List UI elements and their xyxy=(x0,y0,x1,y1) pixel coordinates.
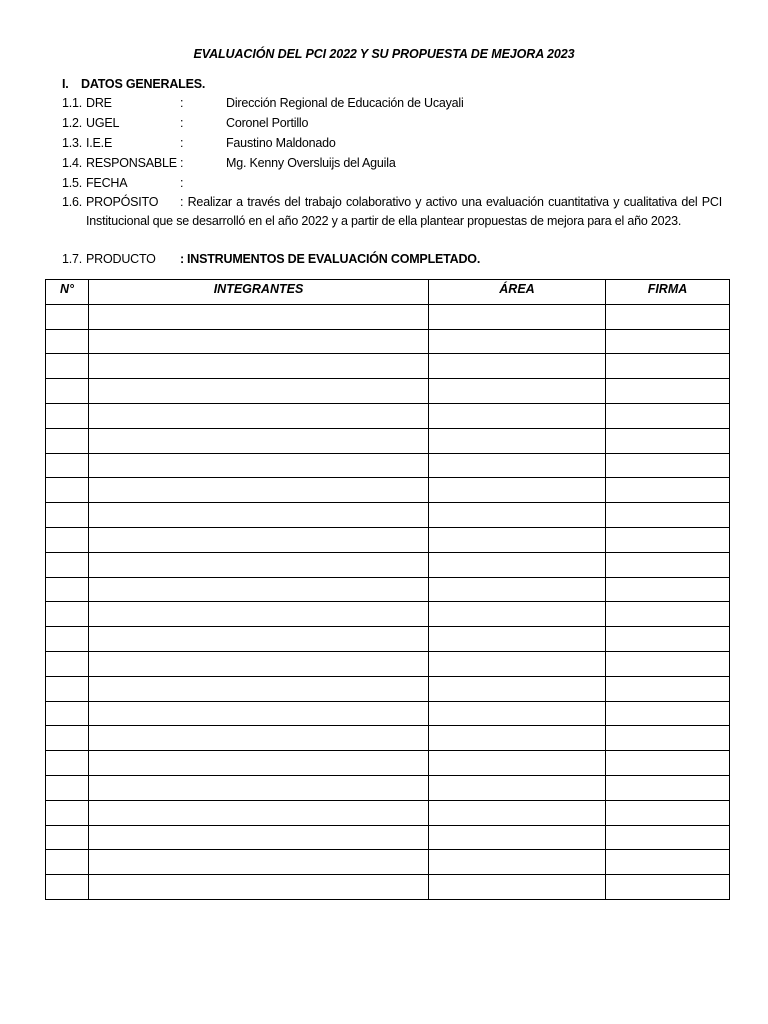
cell-integrante xyxy=(89,453,429,478)
field-number: 1.7. xyxy=(62,252,83,266)
cell-integrante xyxy=(89,428,429,453)
cell-integrante xyxy=(89,354,429,379)
cell-firma xyxy=(606,304,730,329)
field-colon: : xyxy=(180,96,184,110)
cell-firma xyxy=(606,800,730,825)
cell-number xyxy=(46,428,89,453)
field-label: I.E.E xyxy=(86,136,113,150)
cell-integrante xyxy=(89,800,429,825)
table-row xyxy=(46,800,730,825)
field-colon: : xyxy=(180,136,184,150)
table-row xyxy=(46,577,730,602)
cell-firma xyxy=(606,875,730,900)
header-number: N° xyxy=(46,280,89,305)
cell-firma xyxy=(606,453,730,478)
cell-firma xyxy=(606,850,730,875)
cell-firma xyxy=(606,676,730,701)
field-colon: : xyxy=(180,252,184,266)
header-area: ÁREA xyxy=(429,280,606,305)
cell-integrante xyxy=(89,552,429,577)
field-number: 1.3. xyxy=(62,136,83,150)
cell-number xyxy=(46,726,89,751)
page-title: EVALUACIÓN DEL PCI 2022 Y SU PROPUESTA DE MEJORA 2023 xyxy=(193,47,575,61)
cell-firma xyxy=(606,527,730,552)
field-proposito xyxy=(62,193,722,231)
header-integrantes: INTEGRANTES xyxy=(89,280,429,305)
cell-area xyxy=(429,775,606,800)
cell-area xyxy=(429,825,606,850)
field-label: DRE xyxy=(86,96,112,110)
cell-integrante xyxy=(89,478,429,503)
cell-integrante xyxy=(89,775,429,800)
field-colon: : xyxy=(180,156,184,170)
cell-number xyxy=(46,304,89,329)
cell-integrante xyxy=(89,577,429,602)
members-table-body xyxy=(46,304,730,899)
cell-integrante xyxy=(89,651,429,676)
cell-firma xyxy=(606,503,730,528)
cell-integrante xyxy=(89,875,429,900)
table-row xyxy=(46,403,730,428)
field-label: RESPONSABLE xyxy=(86,156,177,170)
table-row xyxy=(46,651,730,676)
cell-number xyxy=(46,403,89,428)
cell-area xyxy=(429,726,606,751)
cell-integrante xyxy=(89,850,429,875)
table-row xyxy=(46,354,730,379)
cell-firma xyxy=(606,726,730,751)
table-row xyxy=(46,726,730,751)
table-row xyxy=(46,875,730,900)
cell-area xyxy=(429,304,606,329)
table-row xyxy=(46,602,730,627)
cell-area xyxy=(429,403,606,428)
cell-number xyxy=(46,775,89,800)
cell-integrante xyxy=(89,403,429,428)
cell-integrante xyxy=(89,503,429,528)
cell-integrante xyxy=(89,627,429,652)
field-number: 1.6. xyxy=(62,195,83,209)
table-row xyxy=(46,453,730,478)
members-table xyxy=(45,279,730,900)
table-row xyxy=(46,329,730,354)
cell-firma xyxy=(606,478,730,503)
cell-firma xyxy=(606,825,730,850)
cell-area xyxy=(429,751,606,776)
section-heading xyxy=(62,77,205,91)
cell-area xyxy=(429,800,606,825)
field-value: Faustino Maldonado xyxy=(226,136,336,150)
cell-area xyxy=(429,527,606,552)
cell-number xyxy=(46,676,89,701)
purpose-text-block xyxy=(86,193,722,231)
table-row xyxy=(46,478,730,503)
cell-area xyxy=(429,875,606,900)
cell-area xyxy=(429,602,606,627)
cell-area xyxy=(429,428,606,453)
field-number: 1.5. xyxy=(62,176,83,190)
cell-area xyxy=(429,453,606,478)
cell-firma xyxy=(606,379,730,404)
cell-area xyxy=(429,701,606,726)
cell-firma xyxy=(606,577,730,602)
field-label: FECHA xyxy=(86,176,128,190)
table-row xyxy=(46,751,730,776)
field-colon: : xyxy=(180,116,184,130)
section-number: I. xyxy=(62,77,69,91)
purpose-text: Realizar a través del trabajo colaborativo y activo una evaluación cuantitativa y cualitativa del PCI Institucional que se desarrolló en el año 2022 y a partir de ella plantear propuestas de mejora para el año 2023. xyxy=(86,195,722,228)
cell-area xyxy=(429,850,606,875)
cell-firma xyxy=(606,751,730,776)
cell-number xyxy=(46,552,89,577)
cell-area xyxy=(429,552,606,577)
table-row xyxy=(46,304,730,329)
field-number: 1.4. xyxy=(62,156,83,170)
cell-integrante xyxy=(89,304,429,329)
cell-number xyxy=(46,825,89,850)
field-colon: : xyxy=(180,195,184,209)
field-label: PROPÓSITO xyxy=(86,195,159,209)
cell-number xyxy=(46,800,89,825)
cell-number xyxy=(46,453,89,478)
cell-area xyxy=(429,354,606,379)
cell-area xyxy=(429,379,606,404)
cell-firma xyxy=(606,627,730,652)
table-row xyxy=(46,676,730,701)
table-row xyxy=(46,527,730,552)
cell-number xyxy=(46,329,89,354)
field-colon: : xyxy=(180,176,184,190)
header-firma: FIRMA xyxy=(606,280,730,305)
cell-integrante xyxy=(89,329,429,354)
table-row xyxy=(46,701,730,726)
cell-number xyxy=(46,478,89,503)
cell-number xyxy=(46,651,89,676)
cell-number xyxy=(46,850,89,875)
cell-number xyxy=(46,577,89,602)
cell-firma xyxy=(606,602,730,627)
cell-integrante xyxy=(89,527,429,552)
table-row xyxy=(46,503,730,528)
cell-area xyxy=(429,478,606,503)
cell-number xyxy=(46,627,89,652)
table-row xyxy=(46,850,730,875)
cell-firma xyxy=(606,354,730,379)
field-number: 1.2. xyxy=(62,116,83,130)
cell-integrante xyxy=(89,379,429,404)
table-row xyxy=(46,428,730,453)
cell-area xyxy=(429,503,606,528)
cell-firma xyxy=(606,775,730,800)
field-value: Coronel Portillo xyxy=(226,116,309,130)
cell-area xyxy=(429,651,606,676)
cell-firma xyxy=(606,552,730,577)
cell-number xyxy=(46,379,89,404)
field-value: Dirección Regional de Educación de Ucayali xyxy=(226,96,464,110)
cell-area xyxy=(429,577,606,602)
table-row xyxy=(46,552,730,577)
table-row xyxy=(46,379,730,404)
cell-number xyxy=(46,751,89,776)
cell-firma xyxy=(606,403,730,428)
cell-number xyxy=(46,701,89,726)
cell-number xyxy=(46,527,89,552)
cell-integrante xyxy=(89,726,429,751)
field-value: INSTRUMENTOS DE EVALUACIÓN COMPLETADO. xyxy=(187,252,481,266)
field-label: PRODUCTO xyxy=(86,252,156,266)
cell-firma xyxy=(606,651,730,676)
cell-number xyxy=(46,875,89,900)
cell-number xyxy=(46,354,89,379)
cell-area xyxy=(429,627,606,652)
cell-firma xyxy=(606,701,730,726)
table-row xyxy=(46,627,730,652)
section-title: DATOS GENERALES. xyxy=(81,77,206,91)
cell-firma xyxy=(606,329,730,354)
cell-number xyxy=(46,503,89,528)
cell-integrante xyxy=(89,602,429,627)
cell-integrante xyxy=(89,825,429,850)
field-label: UGEL xyxy=(86,116,120,130)
field-number: 1.1. xyxy=(62,96,83,110)
cell-area xyxy=(429,676,606,701)
cell-integrante xyxy=(89,751,429,776)
cell-integrante xyxy=(89,676,429,701)
cell-firma xyxy=(606,428,730,453)
cell-area xyxy=(429,329,606,354)
cell-number xyxy=(46,602,89,627)
cell-integrante xyxy=(89,701,429,726)
field-value: Mg. Kenny Oversluijs del Aguila xyxy=(226,156,396,170)
table-row xyxy=(46,775,730,800)
table-header-row xyxy=(46,280,730,305)
table-row xyxy=(46,825,730,850)
